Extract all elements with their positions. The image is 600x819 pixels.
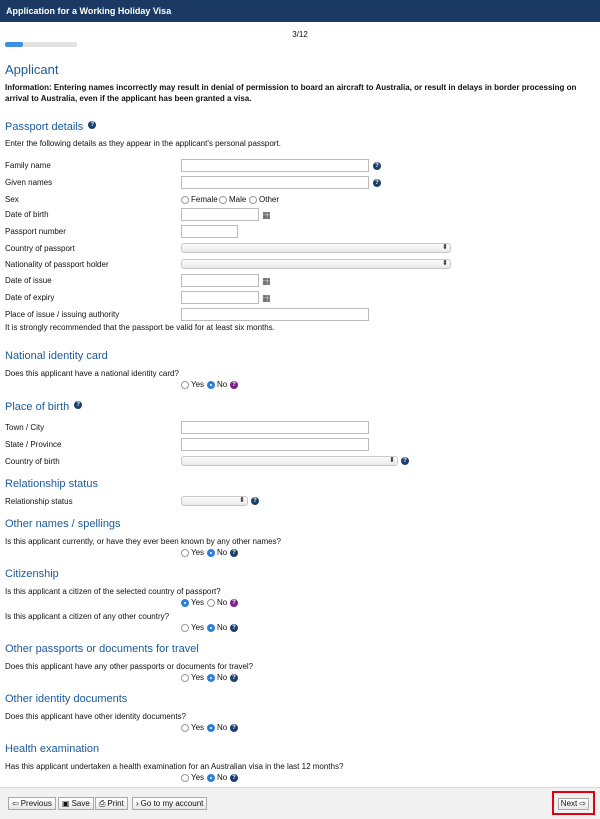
country-of-birth-select[interactable] <box>181 456 398 466</box>
save-icon: ▣ <box>62 799 70 808</box>
help-icon[interactable]: ? <box>230 549 238 557</box>
page-title: Applicant <box>5 62 59 77</box>
section-national-id-title: National identity card <box>5 350 108 362</box>
yes-label: Yes <box>191 723 205 732</box>
other-names-yes-radio[interactable] <box>181 549 189 557</box>
other-identity-no-radio[interactable] <box>207 724 215 732</box>
citizenship-1-yes-radio[interactable] <box>181 599 189 607</box>
yes-label: Yes <box>191 773 205 782</box>
no-label: No <box>217 623 228 632</box>
nationality-select[interactable] <box>181 259 451 269</box>
help-icon[interactable]: ? <box>401 457 409 465</box>
print-label: Print <box>107 799 124 808</box>
help-icon[interactable]: ? <box>373 179 381 187</box>
label-nationality: Nationality of passport holder <box>5 260 109 269</box>
calendar-icon[interactable]: ▦ <box>262 276 271 286</box>
help-icon[interactable]: ? <box>88 121 96 129</box>
other-identity-yes-radio[interactable] <box>181 724 189 732</box>
state-input[interactable] <box>181 438 369 451</box>
other-names-question: Is this applicant currently, or have they ever been known by any other names? <box>5 537 282 546</box>
label-country-of-passport: Country of passport <box>5 244 75 253</box>
account-label: Go to my account <box>140 799 204 808</box>
label-relationship-status: Relationship status <box>5 497 73 506</box>
section-passport-title <box>5 121 96 133</box>
national-id-question: Does this applicant have a national identity card? <box>5 369 179 378</box>
arrow-right-icon: ⇨ <box>577 799 587 808</box>
updown-arrows-icon: ⬍ <box>442 244 448 251</box>
yes-label: Yes <box>191 598 205 607</box>
other-passports-yes-radio[interactable] <box>181 674 189 682</box>
chevron-right-icon: › <box>136 799 139 808</box>
sex-other-radio[interactable] <box>249 196 257 204</box>
citizenship-question-1: Is this applicant a citizen of the selected country of passport? <box>5 587 221 596</box>
calendar-icon[interactable]: ▦ <box>262 210 271 220</box>
citizenship-question-2: Is this applicant a citizen of any other country? <box>5 612 170 621</box>
help-icon[interactable]: ? <box>74 401 82 409</box>
next-button[interactable] <box>558 798 589 810</box>
previous-label: Previous <box>20 799 52 808</box>
other-passports-no-radio[interactable] <box>207 674 215 682</box>
national-id-yes-radio[interactable] <box>181 381 189 389</box>
print-icon: ⎙ <box>99 799 106 808</box>
section-relationship-title: Relationship status <box>5 478 98 490</box>
label-country-of-birth: Country of birth <box>5 457 60 466</box>
next-button-highlight <box>552 791 595 815</box>
section-title-text: Place of birth <box>5 401 70 413</box>
family-name-input[interactable] <box>181 159 369 172</box>
yes-label: Yes <box>191 673 205 682</box>
other-names-no-radio[interactable] <box>207 549 215 557</box>
section-other-names-title: Other names / spellings <box>5 518 121 530</box>
yes-label: Yes <box>191 548 205 557</box>
progress-bar <box>5 42 77 47</box>
passport-validity-note: It is strongly recommended that the passport be valid for at least six months. <box>5 323 275 332</box>
sex-other-label: Other <box>259 195 280 204</box>
label-date-of-issue: Date of issue <box>5 276 52 285</box>
updown-arrows-icon: ⬍ <box>389 457 395 464</box>
label-date-of-birth: Date of birth <box>5 210 49 219</box>
passport-intro: Enter the following details as they appear in the applicant's personal passport. <box>5 139 281 148</box>
yes-label: Yes <box>191 623 205 632</box>
save-button[interactable] <box>58 797 94 810</box>
updown-arrows-icon: ⬍ <box>442 260 448 267</box>
health-question: Has this applicant undertaken a health examination for an Australian visa in the last 12 months? <box>5 762 344 771</box>
help-icon[interactable]: ? <box>251 497 259 505</box>
other-identity-question: Does this applicant have other identity documents? <box>5 712 186 721</box>
help-icon[interactable]: ? <box>230 599 238 607</box>
passport-number-input[interactable] <box>181 225 238 238</box>
town-input[interactable] <box>181 421 369 434</box>
help-icon[interactable]: ? <box>230 624 238 632</box>
citizenship-2-yes-radio[interactable] <box>181 624 189 632</box>
national-id-no-radio[interactable] <box>207 381 215 389</box>
page-counter: 3/12 <box>292 30 308 39</box>
date-of-expiry-input[interactable] <box>181 291 259 304</box>
progress-fill <box>5 42 23 47</box>
citizenship-2-no-radio[interactable] <box>207 624 215 632</box>
footer-toolbar <box>0 787 600 819</box>
help-icon[interactable]: ? <box>230 674 238 682</box>
next-label: Next <box>560 799 578 808</box>
label-sex: Sex <box>5 195 19 204</box>
citizenship-1-no-radio[interactable] <box>207 599 215 607</box>
label-town: Town / City <box>5 423 45 432</box>
relationship-status-select[interactable] <box>181 496 248 506</box>
label-state: State / Province <box>5 440 62 449</box>
date-of-birth-input[interactable] <box>181 208 259 221</box>
info-text: Information: Entering names incorrectly may result in denial of permission to board an aircraft to Australia, or result in delays in border processing on arrival to Australia, even if the applicant has been granted a visa. <box>5 83 577 103</box>
no-label: No <box>217 598 228 607</box>
updown-arrows-icon: ⬍ <box>239 497 245 504</box>
go-to-account-button[interactable] <box>132 797 207 810</box>
label-date-of-expiry: Date of expiry <box>5 293 55 302</box>
section-other-passports-title: Other passports or documents for travel <box>5 643 199 655</box>
date-of-issue-input[interactable] <box>181 274 259 287</box>
section-title-text: Passport details <box>5 121 84 133</box>
section-health-title: Health examination <box>5 743 100 755</box>
print-button[interactable] <box>95 797 128 810</box>
sex-male-radio[interactable] <box>219 196 227 204</box>
previous-button[interactable] <box>8 797 56 810</box>
label-given-names: Given names <box>5 178 53 187</box>
window-title: Application for a Working Holiday Visa <box>0 0 600 22</box>
section-place-of-birth-title <box>5 401 82 413</box>
no-label: No <box>217 548 228 557</box>
arrow-left-icon: ⇦ <box>12 799 19 808</box>
place-of-issue-input[interactable] <box>181 308 369 321</box>
health-no-radio[interactable] <box>207 774 215 782</box>
calendar-icon[interactable]: ▦ <box>262 293 271 303</box>
sex-female-label: Female <box>191 195 218 204</box>
label-family-name: Family name <box>5 161 51 170</box>
section-other-identity-title: Other identity documents <box>5 693 128 705</box>
sex-female-radio[interactable] <box>181 196 189 204</box>
save-label: Save <box>71 799 90 808</box>
no-label: No <box>217 723 228 732</box>
label-place-of-issue: Place of issue / issuing authority <box>5 310 120 319</box>
help-icon[interactable]: ? <box>230 381 238 389</box>
help-icon[interactable]: ? <box>230 774 238 782</box>
no-label: No <box>217 773 228 782</box>
other-passports-question: Does this applicant have any other passports or documents for travel? <box>5 662 254 671</box>
help-icon[interactable]: ? <box>373 162 381 170</box>
no-label: No <box>217 673 228 682</box>
no-label: No <box>217 380 228 389</box>
yes-label: Yes <box>191 380 205 389</box>
country-of-passport-select[interactable] <box>181 243 451 253</box>
help-icon[interactable]: ? <box>230 724 238 732</box>
given-names-input[interactable] <box>181 176 369 189</box>
sex-male-label: Male <box>229 195 247 204</box>
health-yes-radio[interactable] <box>181 774 189 782</box>
section-citizenship-title: Citizenship <box>5 568 59 580</box>
label-passport-number: Passport number <box>5 227 66 236</box>
